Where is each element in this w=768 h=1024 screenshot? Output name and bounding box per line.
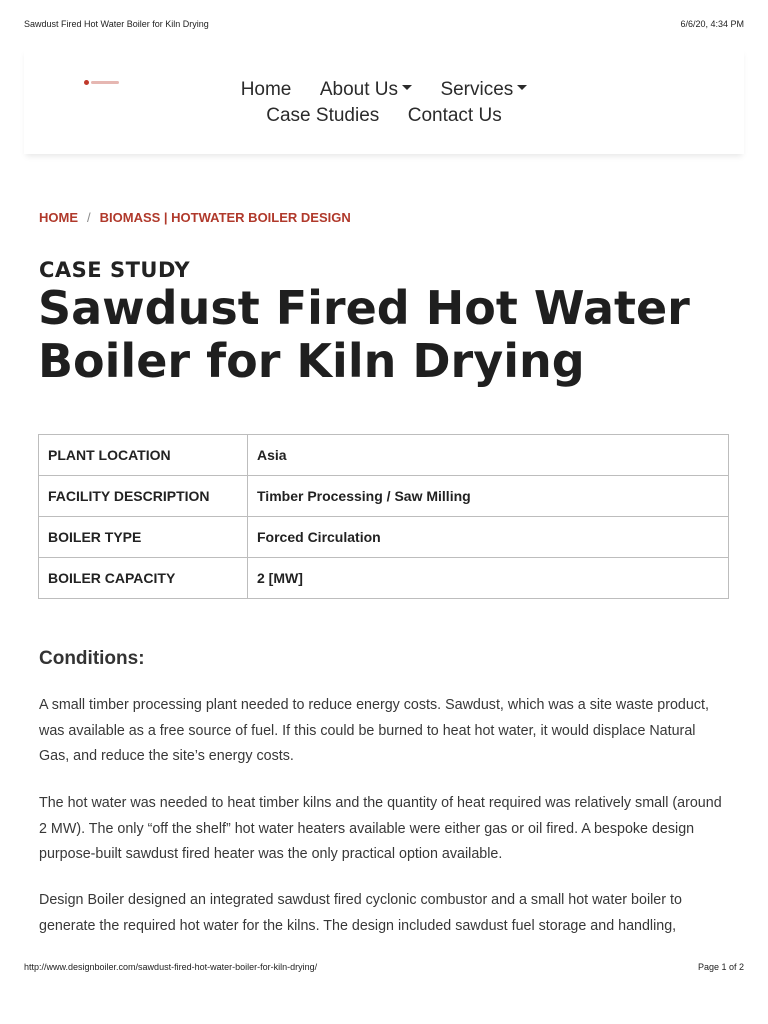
spec-key: FACILITY DESCRIPTION	[39, 476, 248, 517]
nav-about-us[interactable]: About Us	[320, 79, 412, 101]
spec-value: Asia	[248, 435, 729, 476]
print-header	[24, 19, 744, 33]
main-nav-row-2	[24, 105, 744, 127]
table-row	[39, 517, 729, 558]
spec-key: BOILER TYPE	[39, 517, 248, 558]
print-footer	[24, 962, 744, 974]
site-header	[24, 48, 744, 154]
table-row	[39, 558, 729, 599]
conditions-paragraph: A small timber processing plant needed to reduce energy costs. Sawdust, which was a site waste product, was available as a free source of fuel. If this could be burned to heat hot water, it would displace Natural Gas, and reduce the site’s energy costs.	[39, 697, 709, 764]
conditions-paragraph: The hot water was needed to heat timber kilns and the quantity of heat required was relatively small (around 2 MW). The only “off the shelf” hot water heaters available were either gas or oil fired. A bespoke design purpose-built sawdust fired heater was the only practical option available.	[39, 795, 722, 862]
nav-case-studies[interactable]: Case Studies	[266, 105, 380, 126]
spec-value: 2 [MW]	[248, 558, 729, 599]
print-header-timestamp: 6/6/20, 4:34 PM	[680, 19, 744, 29]
page-eyebrow: CASE STUDY	[39, 258, 191, 282]
print-footer-url: http://www.designboiler.com/sawdust-fired-hot-water-boiler-for-kiln-drying/	[24, 962, 318, 972]
spec-key: PLANT LOCATION	[39, 435, 248, 476]
print-footer-page-number: Page 1 of 2	[697, 962, 744, 972]
nav-contact-us[interactable]: Contact Us	[407, 105, 502, 126]
spec-value: Timber Processing / Saw Milling	[248, 476, 729, 517]
table-row	[39, 435, 729, 476]
spec-key: BOILER CAPACITY	[39, 558, 248, 599]
main-nav	[24, 79, 744, 101]
nav-home[interactable]: Home	[240, 79, 292, 100]
conditions-paragraph: Design Boiler designed an integrated sawdust fired cyclonic combustor and a small hot water boiler to generate the required hot water for the kilns. The design included sawdust fuel storage and handling,	[39, 892, 682, 934]
breadcrumb-separator: /	[87, 210, 91, 225]
chevron-down-icon	[517, 85, 527, 90]
print-header-title: Sawdust Fired Hot Water Boiler for Kiln Drying	[24, 19, 209, 29]
breadcrumb-current-link[interactable]: BIOMASS | HOTWATER BOILER DESIGN	[99, 210, 351, 225]
nav-services[interactable]: Services	[440, 79, 527, 101]
spec-value: Forced Circulation	[248, 517, 729, 558]
breadcrumb-home-link[interactable]: HOME	[39, 210, 78, 225]
conditions-heading: Conditions:	[39, 648, 145, 669]
breadcrumb	[39, 210, 351, 225]
page-title: Sawdust Fired Hot Water Boiler for Kiln Drying	[38, 281, 690, 388]
chevron-down-icon	[402, 85, 412, 90]
specs-table	[38, 434, 729, 599]
table-row	[39, 476, 729, 517]
